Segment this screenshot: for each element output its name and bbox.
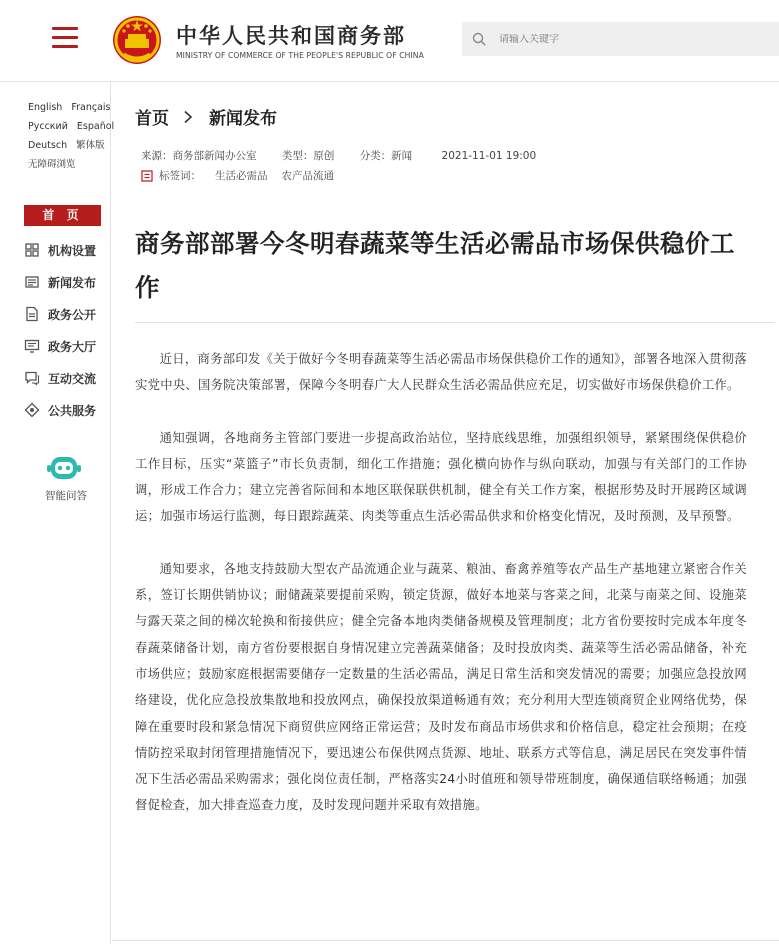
meta-type: 类型：原创 bbox=[281, 150, 335, 162]
search-input[interactable] bbox=[499, 34, 759, 45]
sidebar-item-service-hall[interactable] bbox=[24, 330, 110, 362]
tag-link[interactable]: 农产品流通 bbox=[281, 170, 334, 182]
site-title[interactable]: 中华人民共和国商务部 bbox=[176, 24, 406, 48]
home-nav-button[interactable]: 首 页 bbox=[24, 205, 101, 226]
lang-french[interactable]: Français bbox=[71, 102, 111, 113]
bottom-divider bbox=[112, 940, 779, 941]
chat-icon bbox=[24, 370, 40, 386]
sidebar-item-label: 互动交流 bbox=[48, 371, 97, 386]
lang-spanish[interactable]: Español bbox=[76, 121, 115, 132]
sidebar-item-label: 政务大厅 bbox=[48, 339, 97, 354]
lang-english[interactable]: English bbox=[28, 102, 63, 113]
news-icon bbox=[24, 274, 40, 290]
sidebar-item-label: 公共服务 bbox=[48, 403, 97, 418]
meta-source: 来源：商务部新闻办公室 bbox=[141, 150, 257, 162]
article-paragraph: 通知要求，各地支持鼓励大型农产品流通企业与蔬菜、粮油、畜禽养殖等农产品生产基地建立紧密合作关系，签订长期供销协议；耐储蔬菜要提前采购，锁定货源，做好本地菜与客菜之间，北菜与南菜之间、设施菜与露天菜之间的梯次轮换和衔接供应；健全完备本地肉类储备规模及管理制度；北方省份要按时完成本年度冬春蔬菜储备计划，南方省份要根据自身情况建立完善蔬菜储备；及时投放肉类、蔬菜等生活必需品储备，补充市场供应；鼓励家庭根据需要储存一定数量的生活必需品，满足日常生活和突发情况的需要；加强应急投放网络建设，优化应急投放集散地和投放网点，确保投放渠道畅通有效；充分利用大型连锁商贸企业网络优势，保障在重要时段和紧急情况下商贸供应网络正常运营；及时发布商品市场供求和价格信息，稳定社会预期；在疫情防控采取封闭管理措施情况下，要迅速公布保供网点货源、地址、联系方式等信息，满足居民在突发事件情况下生活必需品采购需求；强化岗位责任制，严格落实24小时值班和领导带班制度，确保通信联络畅通；加强督促检查，加大排查巡查力度，及时发现问题并采取有效措施。 bbox=[135, 561, 747, 813]
sidebar-item-public-service[interactable] bbox=[24, 394, 110, 426]
service-icon bbox=[24, 402, 40, 418]
article-paragraph: 近日，商务部印发《关于做好今冬明春蔬菜等生活必需品市场保供稳价工作的通知》，部署各地深入贯彻落实党中央、国务院决策部署，保障今冬明春广大人民群众生活必需品供应充足，切实做好市场保供稳价工作。 bbox=[135, 352, 747, 393]
article-paragraph: 通知强调，各地商务主管部门要进一步提高政治站位，坚持底线思维，加强组织领导，紧紧围绕保供稳价工作目标，压实“菜篮子”市长负责制，细化工作措施；强化横向协作与纵向联动，加强与有关部门的工作协调，形成工作合力；建立完善省际间和本地区联保联供机制，健全有关工作方案，根据形势及时开展跨区域调运；加强市场运行监测，每日跟踪蔬菜、肉类等重点生活必需品供求和价格变化情况，及时预测，及早预警。 bbox=[135, 430, 747, 524]
meta-category: 分类：新闻 bbox=[359, 150, 413, 162]
search-icon[interactable] bbox=[472, 32, 486, 46]
breadcrumb-current[interactable]: 新闻发布 bbox=[209, 109, 277, 129]
sidebar-item-interaction[interactable] bbox=[24, 362, 110, 394]
sidebar-nav bbox=[24, 234, 110, 426]
article-body bbox=[135, 346, 747, 845]
language-links bbox=[28, 98, 120, 174]
sidebar-item-label: 机构设置 bbox=[48, 243, 97, 258]
article-title: 商务部部署今冬明春蔬菜等生活必需品市场保供稳价工作 bbox=[135, 229, 735, 302]
title-divider bbox=[135, 322, 775, 323]
meta-datetime: 2021-11-01 19:00 bbox=[441, 150, 537, 162]
lang-traditional-chinese[interactable]: 繁体版 bbox=[76, 140, 105, 151]
site-header bbox=[0, 0, 779, 82]
monitor-icon bbox=[24, 338, 40, 354]
accessibility-link[interactable]: 无障碍浏览 bbox=[28, 159, 76, 170]
sidebar-item-public-affairs[interactable] bbox=[24, 298, 110, 330]
article-meta bbox=[141, 148, 558, 163]
org-structure-icon bbox=[24, 242, 40, 258]
article-tags bbox=[141, 168, 348, 183]
menu-icon[interactable] bbox=[52, 27, 78, 49]
sidebar-item-label: 新闻发布 bbox=[48, 275, 97, 290]
search-box bbox=[462, 22, 779, 56]
national-emblem-icon[interactable] bbox=[112, 14, 162, 66]
breadcrumb bbox=[135, 104, 277, 129]
lang-russian[interactable]: Русский bbox=[28, 121, 68, 132]
left-sidebar bbox=[0, 82, 115, 944]
chevron-right-icon bbox=[183, 110, 193, 124]
document-icon bbox=[24, 306, 40, 322]
tags-label: 标签词： bbox=[159, 170, 201, 182]
tag-icon bbox=[141, 170, 153, 182]
breadcrumb-home[interactable]: 首页 bbox=[135, 109, 169, 129]
tag-link[interactable]: 生活必需品 bbox=[215, 170, 268, 182]
sidebar-item-org[interactable] bbox=[24, 234, 110, 266]
site-subtitle: MINISTRY OF COMMERCE OF THE PEOPLE'S REPUBLIC OF CHINA bbox=[176, 51, 424, 60]
robot-assistant-icon[interactable] bbox=[44, 454, 84, 484]
sidebar-item-label: 政务公开 bbox=[48, 307, 97, 322]
assistant-label[interactable]: 智能问答 bbox=[45, 490, 87, 502]
sidebar-item-news[interactable] bbox=[24, 266, 110, 298]
lang-german[interactable]: Deutsch bbox=[28, 140, 68, 151]
